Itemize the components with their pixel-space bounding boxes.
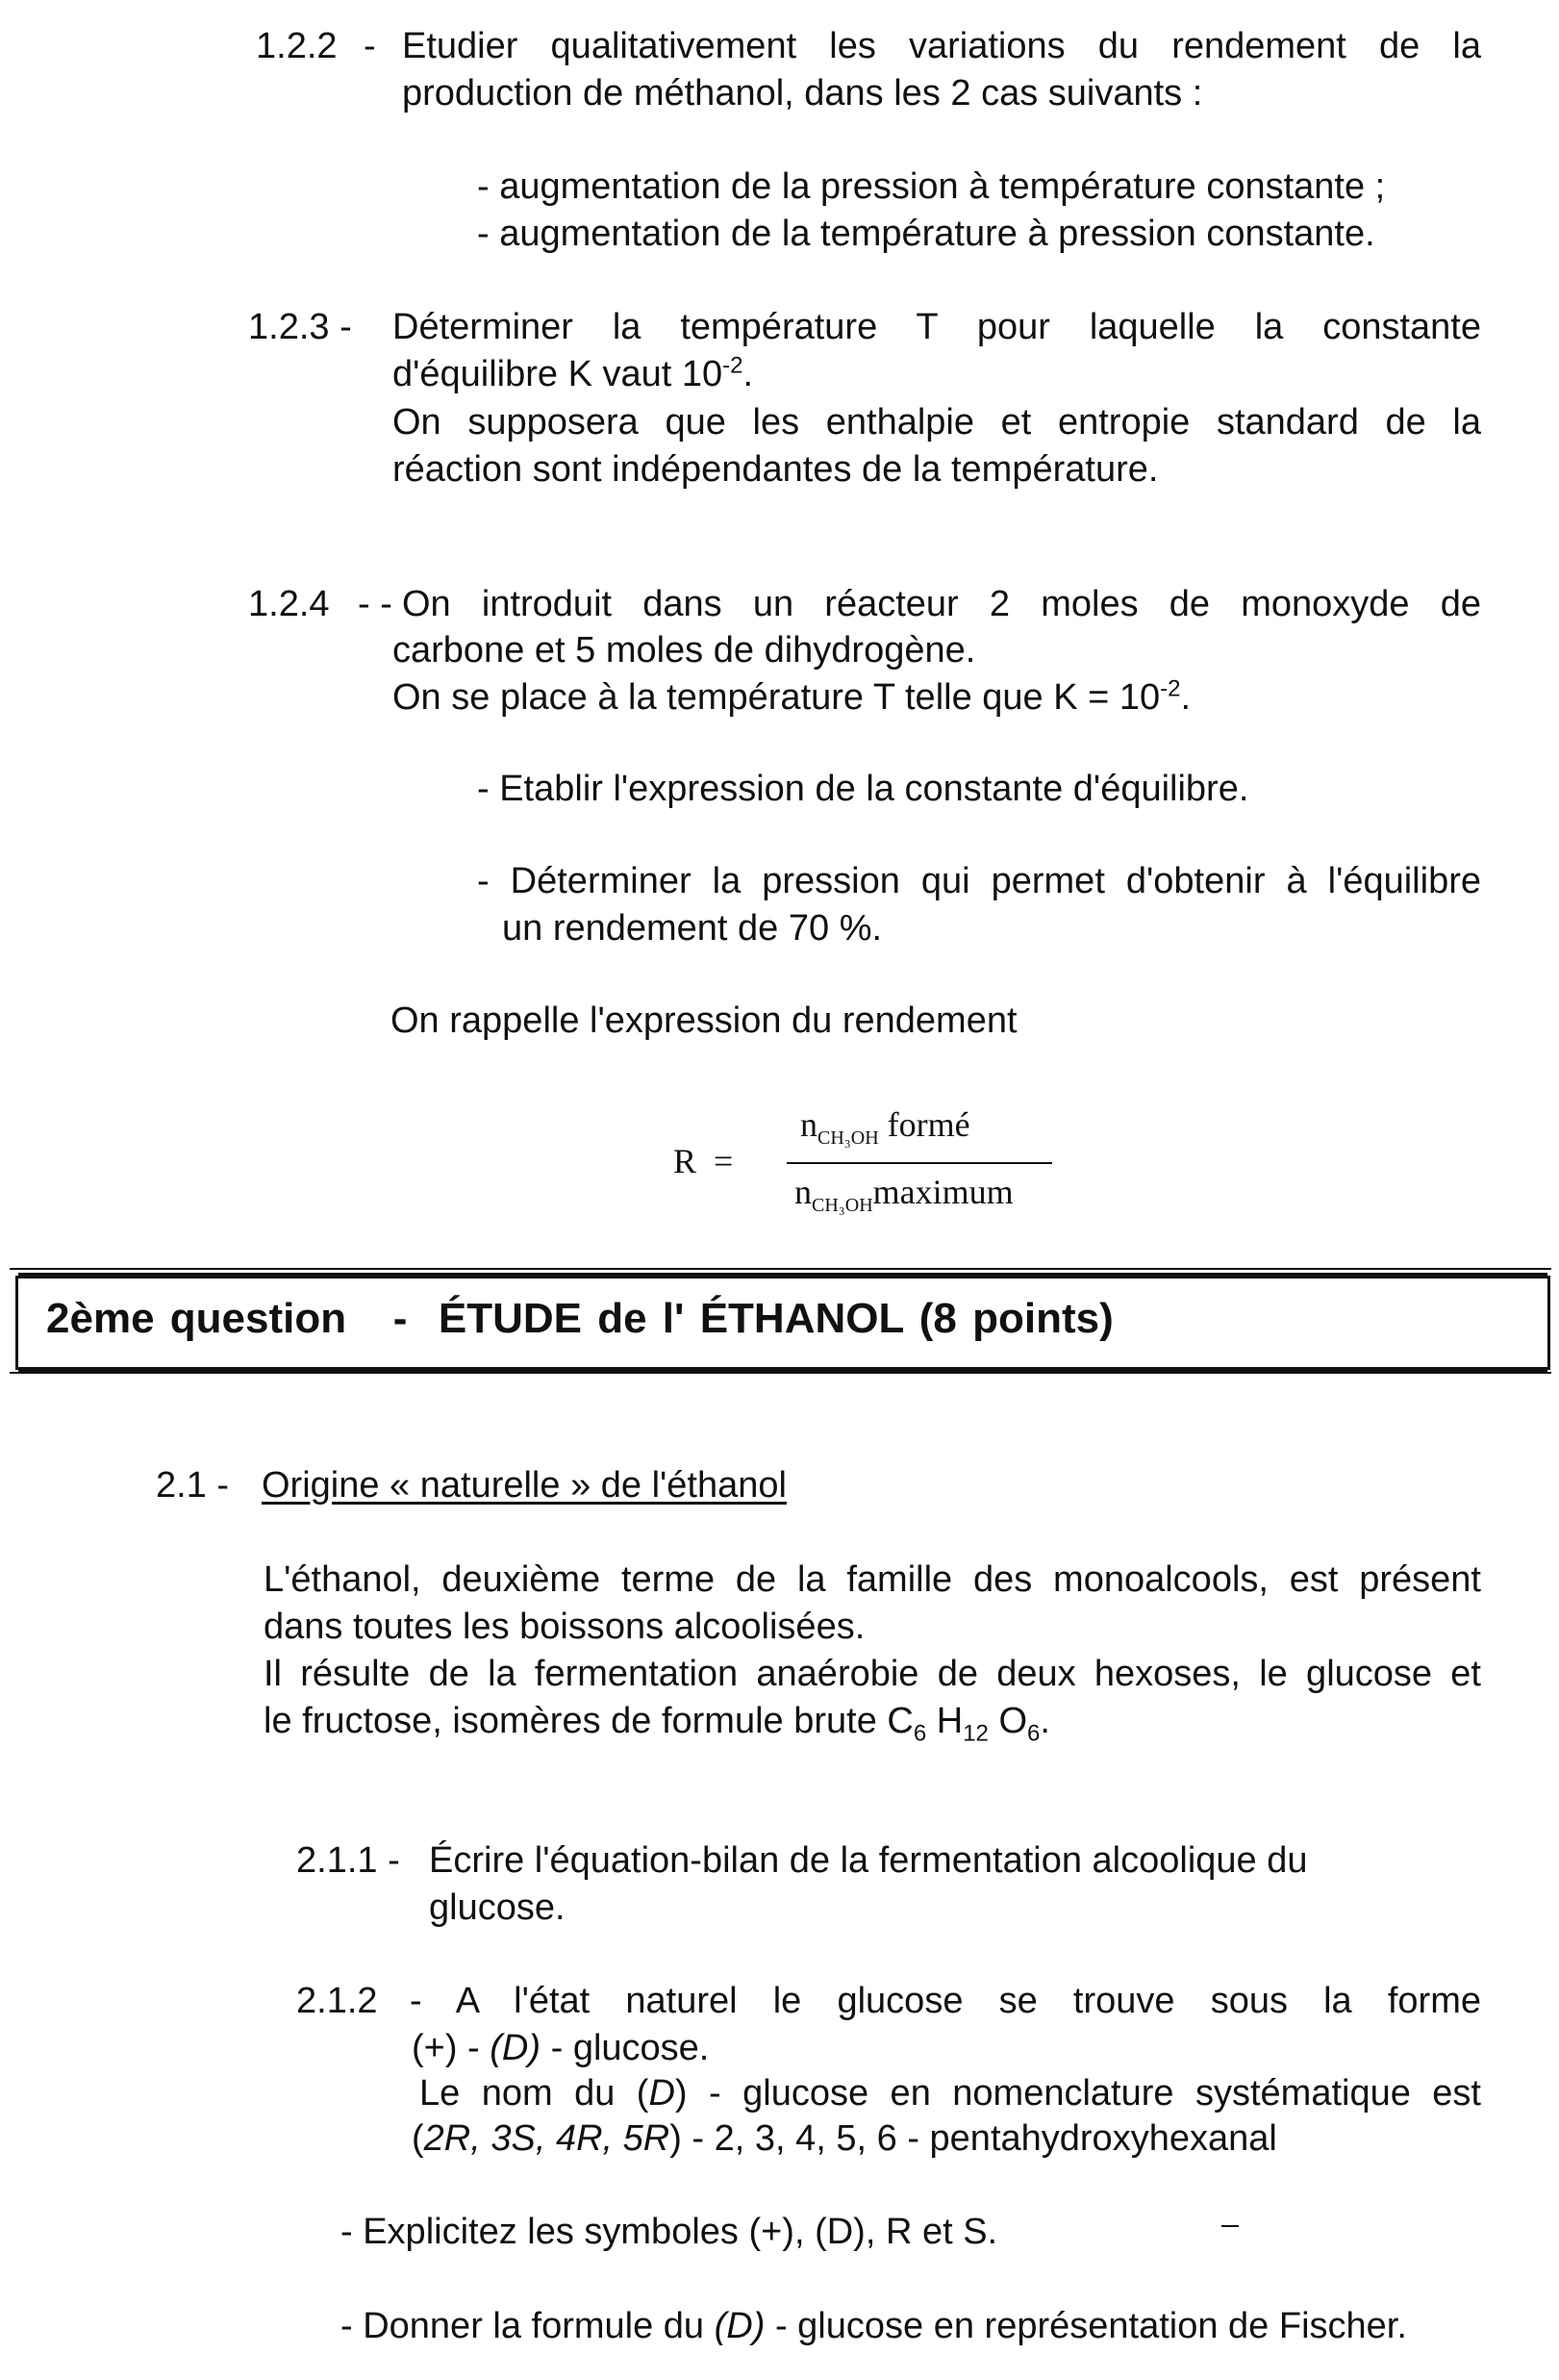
question-separator: - (364, 26, 376, 66)
question-number-2-1-2: 2.1.2 (296, 1981, 378, 2021)
formula-lhs: R = (673, 1142, 734, 1180)
text-fragment: . (742, 354, 754, 394)
subscript: 6 (1027, 1720, 1041, 1747)
superscript: -2 (1160, 675, 1181, 702)
bullet-item-cont: un rendement de 70 %. (502, 908, 883, 949)
text-line: carbone et 5 moles de dihydrogène. (392, 630, 976, 671)
text-line: Écrire l'équation-bilan de la fermentation alcoolique du (429, 1840, 1308, 1881)
text-line: Déterminer la température T pour laquelle la constante (392, 307, 1481, 347)
question-2-1-2-bullet-2 (340, 2303, 1495, 2350)
text-fragment: - Donner la formule du (340, 2306, 715, 2346)
question-1-2-3-text (392, 304, 1481, 494)
question-1-2-4-bullet-2 (477, 858, 1481, 952)
question-2-1-2-text (410, 1978, 1481, 2025)
formula-subscript: CH₃OH (812, 1195, 873, 1217)
text-fragment: ) - glucose en nomenclature systématique est (674, 2073, 1481, 2114)
paragraph-2-1 (264, 1557, 1481, 1745)
question-number-1-2-2: 1.2.2 (256, 26, 338, 66)
text-line: glucose. (429, 1887, 566, 1928)
text-line: réaction sont indépendantes de la température. (392, 449, 1159, 490)
recall-text (390, 998, 1256, 1045)
text-fragment: le fructose, isomères de formule brute C (264, 1701, 914, 1741)
question-1-2-2-text (402, 23, 1481, 117)
subscript: 6 (913, 1720, 927, 1747)
subscript: 12 (963, 1720, 989, 1747)
question-1-2-4-bullet-1 (477, 766, 1496, 813)
text-fragment: . (1180, 677, 1192, 718)
formula-numerator (800, 1104, 970, 1150)
text-fragment: On se place à la température T telle que K = 10 (392, 677, 1161, 718)
stray-mark (1221, 2225, 1239, 2227)
question-number-1-2-3: 1.2.3 - (248, 307, 352, 347)
text-fragment: Le nom du ( (419, 2073, 649, 2114)
question-2-1-2-text-cont (412, 2025, 1481, 2072)
text-line (412, 2025, 1481, 2072)
question-2-1-2-bullet-1 (340, 2209, 1398, 2256)
question-2-1-2-text-cont3 (412, 2115, 1481, 2163)
text-line (392, 674, 1481, 722)
section-number-2-1: 2.1 - (156, 1465, 230, 1506)
question-2-1-1-text (429, 1837, 1487, 1932)
text-line: L'éthanol, deuxième terme de la famille des monoalcools, est présent (264, 1559, 1481, 1600)
bullet-item: - augmentation de la température à pression constante. (477, 214, 1375, 254)
italic-fragment: (D) (490, 2028, 541, 2068)
formula-word: maximum (872, 1173, 1014, 1211)
text-fragment: (+) - (412, 2028, 490, 2068)
text-line: dans toutes les boissons alcoolisées. (264, 1607, 866, 1647)
formula-word: formé (887, 1105, 970, 1144)
text-line: Il résulte de la fermentation anaérobie de deux hexoses, le glucose et (264, 1654, 1481, 1694)
italic-fragment: 2R, 3S, 4R, 5R (423, 2118, 670, 2159)
bullet-item: - Etablir l'expression de la constante d'équilibre. (477, 769, 1249, 809)
text-line: production de méthanol, dans les 2 cas suivants : (402, 73, 1203, 114)
text-fragment: O (988, 1701, 1028, 1741)
question-1-2-4-text-cont (392, 627, 1481, 722)
formula-subscript: CH₃OH (817, 1127, 879, 1150)
bullet-item: - Explicitez les symboles (+), (D), R et S. (340, 2212, 998, 2252)
question-number-2-1-1: 2.1.1 - (296, 1840, 400, 1881)
formula-symbol: n (794, 1173, 812, 1211)
superscript: -2 (722, 352, 743, 379)
bullet-item: - Déterminer la pression qui permet d'obtenir à l'équilibre (477, 861, 1481, 901)
text-fragment: H (926, 1701, 964, 1741)
text-line (392, 351, 1481, 398)
text-fragment: - glucose en représentation de Fischer. (765, 2306, 1407, 2346)
text-line (412, 2115, 1481, 2163)
subsection-title: Origine « naturelle » de l'éthanol (262, 1465, 787, 1506)
text-fragment: . (1040, 1701, 1050, 1741)
text-fragment: ) - 2, 3, 4, 5, 6 - pentahydroxyhexanal (669, 2118, 1277, 2159)
text-line: - A l'état naturel le glucose se trouve sous la forme (410, 1981, 1481, 2021)
italic-fragment: D (648, 2073, 675, 2114)
text-fragment: - glucose. (541, 2028, 710, 2068)
question-number-1-2-4: 1.2.4 (248, 584, 330, 624)
question-1-2-4-text (402, 581, 1481, 628)
question-separator: - - (358, 584, 392, 624)
text-line: On supposera que les enthalpie et entropie standard de la (392, 402, 1481, 443)
text-line: On introduit dans un réacteur 2 moles de monoxyde de (402, 584, 1481, 624)
text-fragment: d'équilibre K vaut 10 (392, 354, 723, 394)
text-fragment: ( (412, 2118, 424, 2159)
fraction-bar (787, 1162, 1052, 1164)
text-line: On rappelle l'expression du rendement (390, 1000, 1018, 1041)
text-line: Etudier qualitativement les variations du rendement de la (402, 26, 1481, 66)
bullet-item (340, 2303, 1495, 2350)
question-1-2-2-bullets (477, 164, 1496, 258)
section-title: 2ème question - ÉTUDE de l' ÉTHANOL (8 points) (46, 1295, 1114, 1342)
italic-fragment: (D) (714, 2306, 766, 2346)
formula-symbol: n (800, 1105, 817, 1144)
text-line (264, 1698, 1481, 1745)
question-2-1-2-text-cont2 (419, 2070, 1481, 2117)
text-line (419, 2070, 1481, 2117)
bullet-item: - augmentation de la pression à température constante ; (477, 166, 1386, 207)
formula-denominator (794, 1172, 1014, 1217)
